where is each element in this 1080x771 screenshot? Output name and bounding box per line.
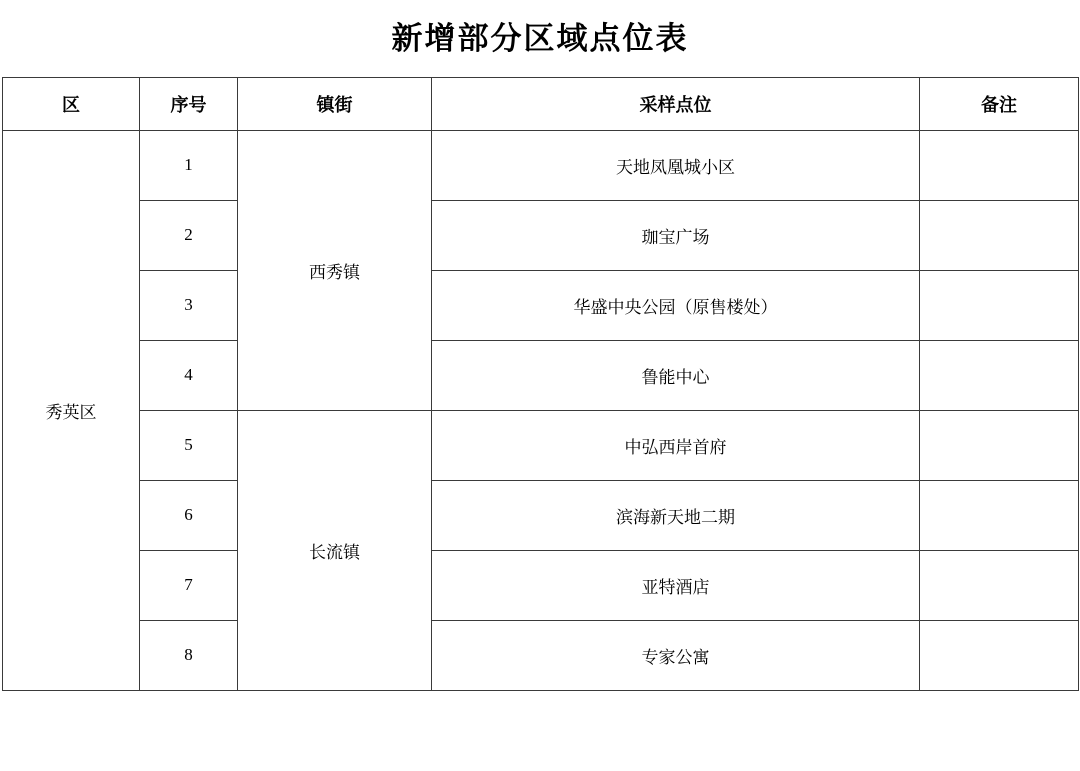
table-header [3, 77, 1079, 130]
district-cell: 秀英区 [3, 130, 140, 690]
row-index: 8 [140, 620, 238, 690]
page-title: 新增部分区域点位表 [391, 21, 689, 56]
table-header-row [3, 77, 1079, 130]
row-index: 2 [140, 200, 238, 270]
remark-cell [920, 550, 1079, 620]
sampling-point: 珈宝广场 [432, 200, 920, 270]
remark-cell [920, 480, 1079, 550]
table-row [3, 270, 1079, 340]
row-index: 5 [140, 410, 238, 480]
column-header-index: 序号 [140, 77, 238, 130]
table-row [3, 480, 1079, 550]
table-body [3, 130, 1079, 690]
table-row [3, 340, 1079, 410]
town-cell: 长流镇 [238, 410, 432, 690]
sampling-point: 专家公寓 [432, 620, 920, 690]
row-index: 6 [140, 480, 238, 550]
table-row [3, 200, 1079, 270]
remark-cell [920, 270, 1079, 340]
sampling-point: 华盛中央公园（原售楼处） [432, 270, 920, 340]
remark-cell [920, 340, 1079, 410]
row-index: 7 [140, 550, 238, 620]
table-row [3, 130, 1079, 200]
sampling-point: 鲁能中心 [432, 340, 920, 410]
sampling-point: 中弘西岸首府 [432, 410, 920, 480]
sampling-point: 滨海新天地二期 [432, 480, 920, 550]
sampling-point-table [2, 77, 1079, 691]
sampling-point: 亚特酒店 [432, 550, 920, 620]
table-row [3, 620, 1079, 690]
column-header-town: 镇街 [238, 77, 432, 130]
column-header-district: 区 [3, 77, 140, 130]
row-index: 1 [140, 130, 238, 200]
remark-cell [920, 410, 1079, 480]
table-row [3, 410, 1079, 480]
remark-cell [920, 200, 1079, 270]
row-index: 4 [140, 340, 238, 410]
column-header-remark: 备注 [920, 77, 1079, 130]
town-cell: 西秀镇 [238, 130, 432, 410]
remark-cell [920, 620, 1079, 690]
remark-cell [920, 130, 1079, 200]
sampling-point: 天地凤凰城小区 [432, 130, 920, 200]
row-index: 3 [140, 270, 238, 340]
column-header-point: 采样点位 [432, 77, 920, 130]
table-row [3, 550, 1079, 620]
